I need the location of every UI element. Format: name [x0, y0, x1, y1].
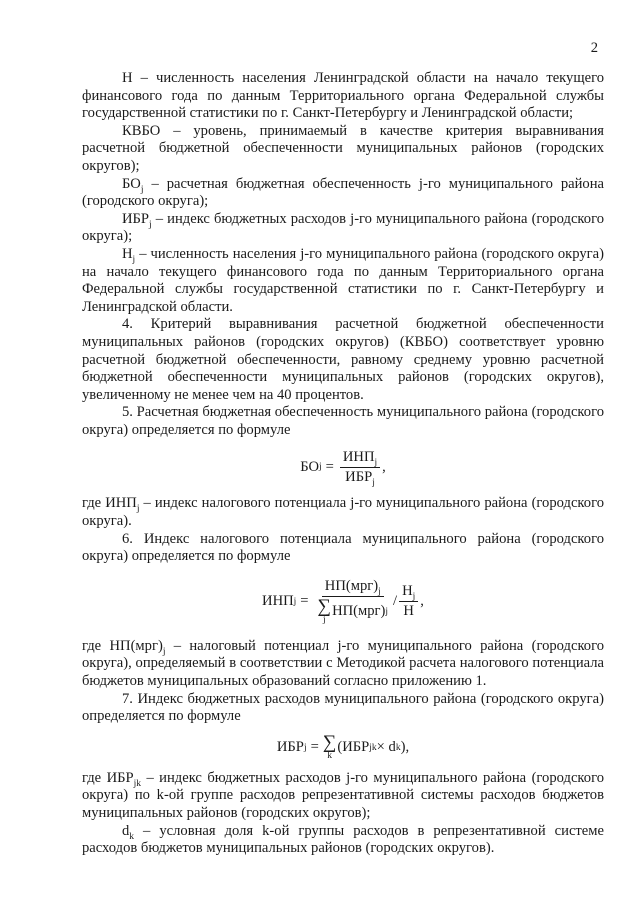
- paragraph-population-region: Н – численность населения Ленинградской области на начало текущего финансового года по данным Территориального органа Федеральной службы государственной статистики по г. Санкт-Петербургу и Ленинградской области;: [82, 70, 604, 122]
- paragraph-section-5: 5. Расчетная бюджетная обеспеченность муниципального района (городского округа) определяется по формуле: [82, 404, 604, 438]
- paragraph-ibrjk-definition: где $ИБР_{jk}$ – индекс бюджетных расходов j-го муниципального района (городского округа) по k-ой группе расходов репрезентативной системы расходов бюджетов муниципальных районов (городских округов);: [82, 769, 604, 821]
- sum-symbol: ∑ j: [317, 596, 332, 626]
- paragraph-dk-definition: $d_k$ – условная доля k-ой группы расходов в репрезентативной системе расходов бюджетов муниципальных районов (городских округов).: [82, 822, 604, 857]
- paragraph-section-7: 7. Индекс бюджетных расходов муниципального района (городского округа) определяется по формуле: [82, 690, 604, 725]
- paragraph-ibr-definition: $ИБР_j$ – индекс бюджетных расходов j-го муниципального района (городского округа);: [82, 210, 604, 245]
- paragraph-np-definition: где $НП(мрг)_j$ – налоговый потенциал j-го муниципального района (городского округа), определяемый в соответствии с Методикой расчета налогового потенциала бюджетов муниципальных образований согласно приложению 1.: [82, 637, 605, 690]
- fraction: $НП(мрг)_j$ ∑ j НП(мрг) j: [317, 578, 389, 626]
- paragraph-inp-definition: где $ИНП_j$ – индекс налогового потенциала j-го муниципального района (городского округа).: [82, 495, 604, 530]
- paragraph-kvbo-definition: КВБО – уровень, принимаемый в качестве критерия выравнивания расчетной бюджетной обеспеченности муниципальных районов (городских округов);: [82, 122, 604, 174]
- paragraph-population-district: $Н_j$ – численность населения j-го муниципального района (городского округа) на начало текущего финансового года по данным Территориального органа Федеральной службы государственной статистики по г. Санкт-Петербургу и Ленинградской области.: [82, 245, 604, 315]
- formula-bo: БО j = $\frac{ИНП_j}{ИБР_j}$ ,: [300, 448, 386, 488]
- formula-inp: ИНП j = $НП(мрг)_j$ ∑ j НП(мрг) j / $\frac{Н_j}{Н}$ ,: [262, 578, 424, 626]
- document-body: [82, 70, 604, 858]
- paragraph-section-6: 6. Индекс налогового потенциала муниципального района (городского округа) определяется по формуле: [82, 530, 604, 565]
- page-number: 2: [590, 40, 598, 56]
- sum-symbol: ∑ k: [322, 732, 337, 762]
- fraction: $\frac{Н_j}{Н}$: [399, 583, 418, 620]
- formula-ibr: ИБР j = ∑ k (ИБР jk × d k ),: [276, 732, 410, 762]
- fraction: $\frac{ИНП_j}{ИБР_j}$: [340, 449, 380, 486]
- paragraph-bo-definition: $БО_j$ – расчетная бюджетная обеспеченность j-го муниципального района (городского округа);: [82, 175, 604, 210]
- paragraph-section-4: 4. Критерий выравнивания расчетной бюджетной обеспеченности муниципальных районов (городских округов) (КВБО) соответствует уровню расчетной бюджетной обеспеченности, равному среднему уровню расчетной бюджетной обеспеченности муниципальных районов (городских округов), увеличенному не менее чем на 40 процентов.: [82, 316, 604, 403]
